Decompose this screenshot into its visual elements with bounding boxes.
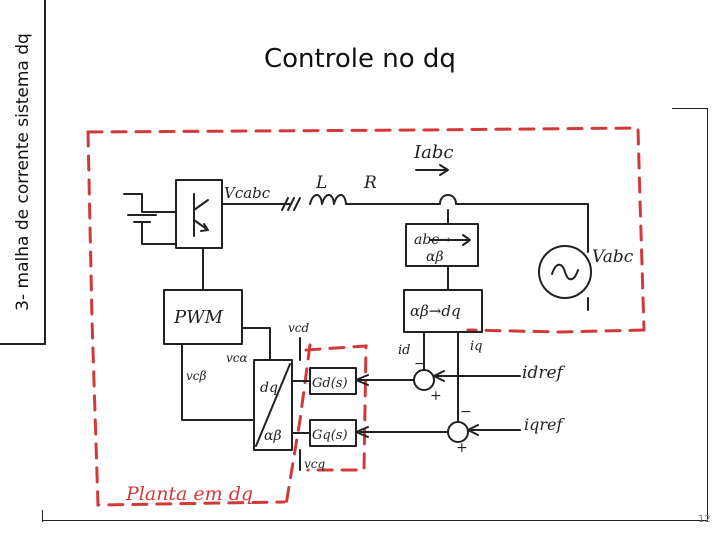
label-vcabc: Vcabc [224,184,271,202]
label-minus-d: − [414,356,426,372]
grid-source-wave [552,265,578,280]
label-ab: αβ [264,428,282,444]
label-plus-q: + [456,440,468,456]
label-iabc: Iabc [414,142,454,163]
label-idref: idref [522,363,563,383]
page-number: 12 [698,514,711,525]
label-r: R [364,173,377,193]
label-vcb: vcβ [186,369,207,383]
label-vcd: vcd [288,321,310,335]
label-id: id [398,343,411,358]
inverter-switch [194,194,208,236]
side-title: 3- malha de corrente sistema dq [13,33,33,311]
label-iq: iq [470,339,483,354]
label-l: L [316,173,328,193]
label-dq: dq [260,380,278,396]
sum-q-out [356,427,448,437]
label-vca: vcα [226,351,248,365]
plant-boundary-top [88,128,644,330]
tick-marks [282,198,300,210]
dc-source [124,194,176,244]
sum-q [448,422,468,442]
inductor [310,195,346,204]
label-pwm: PWM [174,307,224,328]
label-abc-bottom: αβ [426,249,444,265]
label-vabc: Vabc [592,247,634,267]
label-iqref: iqref [524,415,563,434]
iqref-line [468,425,520,435]
plant-boundary-controller [306,346,366,470]
label-plus-d: + [430,388,442,404]
idref-line [434,371,520,381]
iabc-arrow [416,165,448,175]
label-ab-dq: αβ→dq [410,302,461,320]
label-minus-q: − [460,404,472,420]
label-gq: Gq(s) [312,428,348,443]
label-abc-top: abc→ [414,232,451,248]
label-plant: Planta em dq [126,483,254,505]
label-vcq: vcq [304,457,326,471]
label-gd: Gd(s) [312,376,348,391]
plant-boundary-inner [286,345,310,505]
sum-d-out [356,375,414,385]
slide-title: Controle no dq [264,44,456,74]
plant-boundary-right [468,330,644,332]
sum-d [414,370,434,390]
inverter-box [176,180,222,248]
